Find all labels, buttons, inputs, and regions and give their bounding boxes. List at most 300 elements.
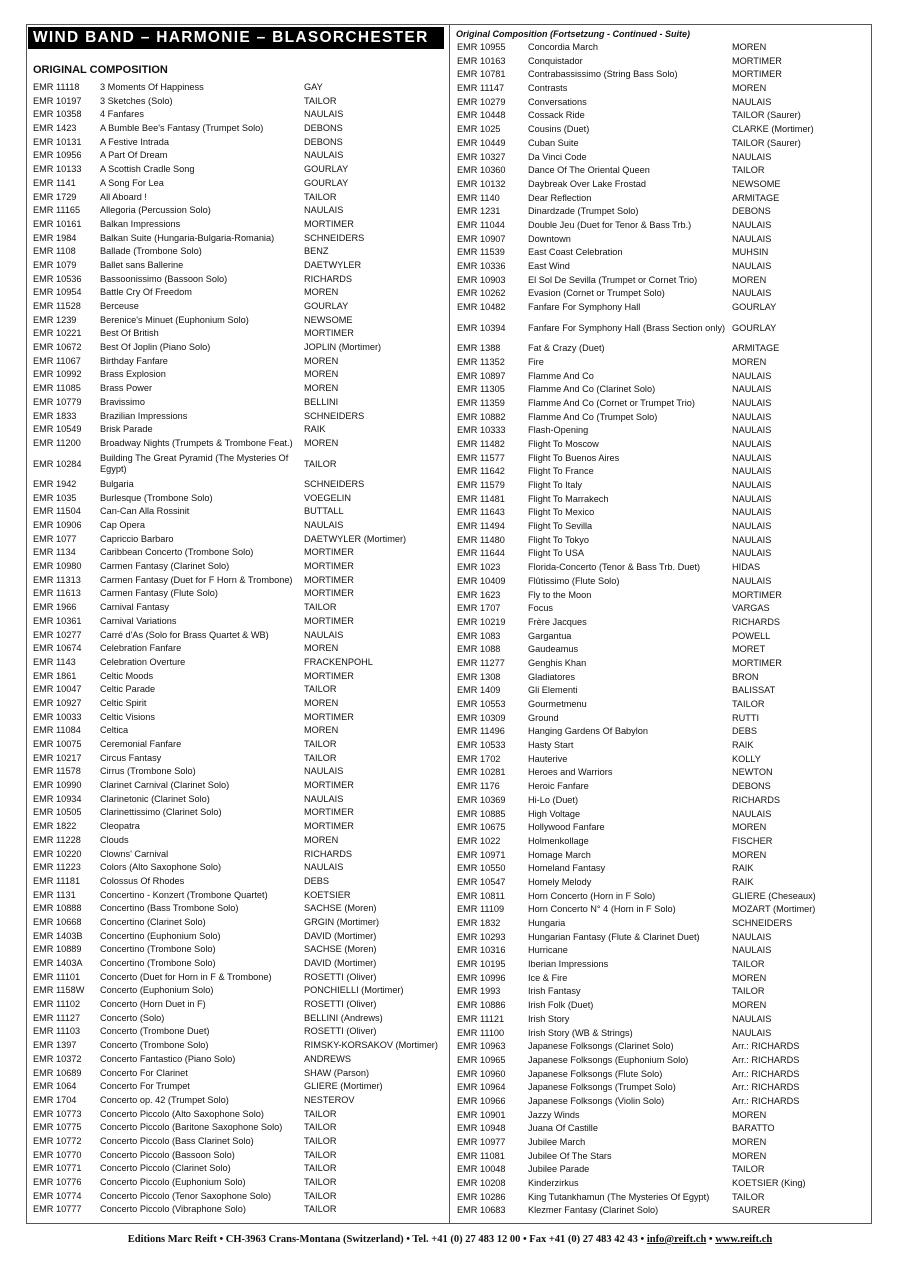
work-title: Cirrus (Trombone Solo) bbox=[100, 766, 196, 777]
composer: NAULAIS bbox=[732, 151, 772, 162]
work-title: Contrabassissimo (String Bass Solo) bbox=[528, 69, 678, 80]
composer: TAILOR bbox=[304, 458, 337, 469]
catalog-row bbox=[28, 163, 448, 177]
work-title: Celebration Overture bbox=[100, 656, 186, 667]
composer: MOREN bbox=[304, 697, 339, 708]
catalog-row bbox=[452, 753, 870, 767]
catalog-row bbox=[28, 451, 448, 478]
catalog-number: EMR 10549 bbox=[33, 424, 82, 435]
catalog-number: EMR 11496 bbox=[457, 726, 505, 737]
catalog-row bbox=[28, 410, 448, 424]
catalog-row bbox=[452, 246, 870, 260]
work-title: Irish Story bbox=[528, 1013, 570, 1024]
work-title: Gli Elementi bbox=[528, 685, 578, 696]
composer: NAULAIS bbox=[732, 808, 772, 819]
catalog-row bbox=[452, 1136, 870, 1150]
catalog-number: EMR 11121 bbox=[457, 1013, 505, 1024]
composer: GOURLAY bbox=[732, 302, 777, 313]
catalog-number: EMR 11081 bbox=[457, 1150, 505, 1161]
catalog-number: EMR 10683 bbox=[457, 1205, 506, 1216]
catalog-row bbox=[28, 998, 448, 1012]
catalog-number: EMR 11613 bbox=[33, 588, 81, 599]
catalog-row bbox=[452, 657, 870, 671]
catalog-number: EMR 11277 bbox=[457, 657, 505, 668]
composer: TAILOR bbox=[304, 602, 337, 613]
composer: BELLINI (Andrews) bbox=[304, 1012, 383, 1023]
catalog-number: EMR 11181 bbox=[33, 875, 81, 886]
work-title: Homeland Fantasy bbox=[528, 863, 606, 874]
composer: RAIK bbox=[732, 863, 754, 874]
catalog-row bbox=[28, 820, 448, 834]
catalog-row bbox=[28, 232, 448, 246]
catalog-row bbox=[452, 780, 870, 794]
catalog-row bbox=[452, 233, 870, 247]
catalog-row bbox=[452, 123, 870, 137]
work-title: Daybreak Over Lake Frostad bbox=[528, 178, 646, 189]
work-title: Jubilee March bbox=[528, 1137, 586, 1148]
catalog-row bbox=[28, 149, 448, 163]
catalog-number: EMR 10333 bbox=[457, 425, 506, 436]
composer: NAULAIS bbox=[732, 288, 772, 299]
catalog-number: EMR 1403B bbox=[33, 930, 83, 941]
work-title: Double Jeu (Duet for Tenor & Bass Trb.) bbox=[528, 219, 692, 230]
composer: Arr.: RICHARDS bbox=[732, 1068, 800, 1079]
composer: NAULAIS bbox=[732, 452, 772, 463]
composer: ROSETTI (Oliver) bbox=[304, 999, 377, 1010]
catalog-number: EMR 1833 bbox=[33, 410, 77, 421]
catalog-number: EMR 10163 bbox=[457, 55, 506, 66]
catalog-number: EMR 11118 bbox=[33, 82, 80, 92]
catalog-number: EMR 1088 bbox=[457, 644, 501, 655]
catalog-row bbox=[452, 616, 870, 630]
composer: DEBONS bbox=[732, 781, 771, 792]
catalog-row bbox=[452, 164, 870, 178]
catalog-number: EMR 1403A bbox=[33, 958, 83, 969]
work-title: Clarinettissimo (Clarinet Solo) bbox=[100, 807, 222, 818]
work-title: Klezmer Fantasy (Clarinet Solo) bbox=[528, 1205, 659, 1216]
column-divider bbox=[449, 24, 450, 1224]
composer: NAULAIS bbox=[304, 793, 344, 804]
work-title: 3 Moments Of Happiness bbox=[100, 82, 204, 92]
composer: MOREN bbox=[304, 369, 339, 380]
catalog-row bbox=[452, 411, 870, 425]
composer: TAILOR bbox=[304, 1204, 337, 1215]
publisher-footer bbox=[0, 1234, 900, 1250]
catalog-number: EMR 10293 bbox=[457, 931, 506, 942]
catalog-number: EMR 11165 bbox=[33, 205, 81, 216]
catalog-number: EMR 10980 bbox=[33, 561, 82, 572]
catalog-number: EMR 10889 bbox=[33, 944, 82, 955]
catalog-number: EMR 10675 bbox=[457, 822, 506, 833]
composer: FRACKENPOHL bbox=[304, 656, 373, 667]
catalog-number: EMR 10217 bbox=[33, 752, 82, 763]
catalog-number: EMR 10882 bbox=[457, 411, 506, 422]
catalog-row bbox=[452, 342, 870, 356]
work-title: Flash-Opening bbox=[528, 425, 589, 436]
catalog-row bbox=[28, 1012, 448, 1026]
catalog-row bbox=[28, 1080, 448, 1094]
work-title: Flamme And Co bbox=[528, 370, 594, 381]
catalog-number: EMR 10133 bbox=[33, 164, 82, 175]
composer: SAURER bbox=[732, 1205, 771, 1216]
work-title: Focus bbox=[528, 603, 554, 614]
catalog-number: EMR 10361 bbox=[33, 615, 82, 626]
composer: MOREN bbox=[732, 274, 767, 285]
catalog-number: EMR 11480 bbox=[457, 534, 505, 545]
work-title: Flight To Moscow bbox=[528, 438, 599, 449]
work-title: Cousins (Duet) bbox=[528, 124, 590, 135]
catalog-row bbox=[28, 711, 448, 725]
catalog-row bbox=[452, 862, 870, 876]
catalog-number: EMR 10262 bbox=[457, 288, 506, 299]
composer: NAULAIS bbox=[304, 520, 344, 531]
work-title: Clarinetonic (Clarinet Solo) bbox=[100, 793, 210, 804]
right-column bbox=[452, 27, 870, 1218]
composer: MORTIMER bbox=[732, 657, 782, 668]
catalog-row bbox=[28, 861, 448, 875]
composer: NAULAIS bbox=[732, 219, 772, 230]
catalog-number: EMR 10990 bbox=[33, 780, 82, 791]
catalog-number: EMR 11044 bbox=[457, 219, 505, 230]
catalog-row bbox=[452, 876, 870, 890]
catalog-row bbox=[28, 245, 448, 259]
work-title: A Song For Lea bbox=[100, 177, 164, 188]
catalog-number: EMR 10409 bbox=[457, 575, 506, 586]
catalog-number: EMR 11482 bbox=[457, 438, 505, 449]
catalog-row bbox=[452, 465, 870, 479]
catalog-number: EMR 10901 bbox=[457, 1109, 506, 1120]
catalog-row bbox=[28, 902, 448, 916]
composer: NAULAIS bbox=[732, 534, 772, 545]
composer: RAIK bbox=[732, 740, 754, 751]
work-title: A Bumble Bee's Fantasy (Trumpet Solo) bbox=[100, 123, 264, 134]
catalog-row bbox=[28, 341, 448, 355]
catalog-row bbox=[452, 1081, 870, 1095]
composer: NAULAIS bbox=[732, 575, 772, 586]
catalog-row bbox=[452, 849, 870, 863]
catalog-row bbox=[452, 1068, 870, 1082]
composer: GLIERE (Cheseaux) bbox=[732, 890, 816, 901]
composer: MORTIMER bbox=[304, 821, 354, 832]
catalog-number: EMR 10553 bbox=[457, 699, 506, 710]
catalog-row bbox=[28, 533, 448, 547]
composer: MOREN bbox=[304, 287, 339, 298]
work-title: Allegoria (Percussion Solo) bbox=[100, 205, 211, 216]
work-title: Flûtissimo (Flute Solo) bbox=[528, 575, 620, 586]
catalog-row bbox=[452, 1177, 870, 1191]
composer: GAY bbox=[304, 82, 323, 92]
catalog-number: EMR 10533 bbox=[457, 740, 506, 751]
catalog-number: EMR 10672 bbox=[33, 342, 82, 353]
catalog-number: EMR 1388 bbox=[457, 343, 501, 354]
work-title: A Part Of Dream bbox=[100, 150, 168, 161]
catalog-number: EMR 1140 bbox=[457, 192, 500, 203]
catalog-number: EMR 10777 bbox=[33, 1204, 82, 1215]
work-title: Best Of British bbox=[100, 328, 159, 339]
composer: MORTIMER bbox=[304, 328, 354, 339]
work-title: Building The Great Pyramid (The Mysteries Of Egypt) bbox=[100, 452, 289, 475]
composer: MOREN bbox=[732, 83, 767, 94]
catalog-row bbox=[452, 766, 870, 780]
composer: TAILOR bbox=[304, 191, 337, 202]
work-title: Ceremonial Fanfare bbox=[100, 739, 182, 750]
work-title: Hurricane bbox=[528, 945, 568, 956]
catalog-number: EMR 10309 bbox=[457, 712, 506, 723]
footer-email-link[interactable]: info@reift.ch bbox=[646, 1234, 707, 1245]
catalog-number: EMR 10934 bbox=[33, 793, 82, 804]
composer: SCHNEIDERS bbox=[304, 232, 365, 243]
work-title: Heroes and Warriors bbox=[528, 767, 613, 778]
work-title: Balkan Suite (Hungaria-Bulgaria-Romania) bbox=[100, 232, 275, 243]
work-title: Concerto For Trumpet bbox=[100, 1081, 190, 1092]
catalog-row bbox=[28, 752, 448, 766]
composer: BALISSAT bbox=[732, 685, 776, 696]
catalog-number: EMR 10886 bbox=[457, 1000, 506, 1011]
catalog-row bbox=[452, 1040, 870, 1054]
catalog-row bbox=[28, 930, 448, 944]
catalog-number: EMR 10954 bbox=[33, 287, 82, 298]
composer: NAULAIS bbox=[304, 766, 344, 777]
work-title: Dear Reflection bbox=[528, 192, 592, 203]
catalog-number: EMR 10888 bbox=[33, 903, 82, 914]
catalog-number: EMR 1077 bbox=[33, 533, 77, 544]
work-title: Cuban Suite bbox=[528, 137, 579, 148]
work-title: Clowns' Carnival bbox=[100, 848, 169, 859]
catalog-number: EMR 11100 bbox=[457, 1027, 505, 1038]
catalog-number: EMR 10284 bbox=[33, 458, 82, 469]
composer: NAULAIS bbox=[304, 205, 344, 216]
composer: DEBONS bbox=[304, 123, 343, 134]
catalog-number: EMR 1993 bbox=[457, 986, 501, 997]
composer: NAULAIS bbox=[732, 507, 772, 518]
work-title: Dinardzade (Trumpet Solo) bbox=[528, 206, 639, 217]
work-title: Concerto Piccolo (Euphonium Solo) bbox=[100, 1177, 246, 1188]
catalog-row bbox=[452, 493, 870, 507]
composer: NAULAIS bbox=[732, 233, 772, 244]
catalog-row bbox=[452, 192, 870, 206]
catalog-number: EMR 10811 bbox=[457, 890, 505, 901]
work-title: Brass Power bbox=[100, 383, 153, 394]
composer: MOREN bbox=[732, 822, 767, 833]
work-title: Concordia March bbox=[528, 42, 598, 52]
catalog-row bbox=[452, 534, 870, 548]
work-title: Burlesque (Trombone Solo) bbox=[100, 492, 213, 503]
work-title: Carnival Variations bbox=[100, 615, 177, 626]
catalog-row bbox=[452, 671, 870, 685]
catalog-row bbox=[28, 355, 448, 369]
work-title: Brass Explosion bbox=[100, 369, 166, 380]
work-title: Hanging Gardens Of Babylon bbox=[528, 726, 649, 737]
catalog-row bbox=[452, 1150, 870, 1164]
footer-website-link[interactable]: www.reift.ch bbox=[715, 1234, 773, 1245]
catalog-row bbox=[452, 219, 870, 233]
work-title: Concerto (Horn Duet in F) bbox=[100, 999, 206, 1010]
catalog-number: EMR 1134 bbox=[33, 547, 76, 558]
work-title: Cossack Ride bbox=[528, 110, 585, 121]
work-title: Colossus Of Rhodes bbox=[100, 875, 185, 886]
catalog-number: EMR 10668 bbox=[33, 916, 82, 927]
work-title: 4 Fanfares bbox=[100, 109, 144, 120]
catalog-number: EMR 1035 bbox=[33, 492, 77, 503]
catalog-row bbox=[28, 423, 448, 437]
catalog-row bbox=[28, 1108, 448, 1122]
composer: MOREN bbox=[304, 725, 339, 736]
work-title: Carré d'As (Solo for Brass Quartet & WB) bbox=[100, 629, 269, 640]
catalog-row bbox=[452, 712, 870, 726]
work-title: Concertino (Trombone Solo) bbox=[100, 944, 216, 955]
catalog-row bbox=[28, 697, 448, 711]
catalog-row bbox=[28, 642, 448, 656]
catalog-number: EMR 10955 bbox=[457, 42, 506, 52]
catalog-number: EMR 10369 bbox=[457, 794, 506, 805]
catalog-number: EMR 1239 bbox=[33, 314, 77, 325]
catalog-row bbox=[452, 684, 870, 698]
catalog-number: EMR 1966 bbox=[33, 602, 77, 613]
catalog-number: EMR 10773 bbox=[33, 1108, 82, 1119]
composer: MOREN bbox=[304, 383, 339, 394]
composer: BELLINI bbox=[304, 396, 339, 407]
composer: NAULAIS bbox=[732, 931, 772, 942]
work-title: Homely Melody bbox=[528, 876, 592, 887]
work-title: Clouds bbox=[100, 834, 129, 845]
composer: BENZ bbox=[304, 246, 329, 257]
work-title: Broadway Nights (Trumpets & Trombone Feat.) bbox=[100, 437, 293, 448]
category-banner: WIND BAND – HARMONIE – BLASORCHESTER bbox=[28, 27, 444, 49]
catalog-row bbox=[28, 984, 448, 998]
catalog-row bbox=[452, 260, 870, 274]
catalog-number: EMR 10281 bbox=[457, 767, 506, 778]
composer: KOLLY bbox=[732, 753, 761, 764]
composer: SCHNEIDERS bbox=[304, 478, 365, 489]
composer: VOEGELIN bbox=[304, 492, 351, 503]
work-title: Bravissimo bbox=[100, 396, 145, 407]
catalog-row bbox=[28, 765, 448, 779]
work-title: Heroic Fanfare bbox=[528, 781, 589, 792]
work-title: Fanfare For Symphony Hall (Brass Section only) bbox=[528, 322, 726, 333]
composer: HIDAS bbox=[732, 562, 761, 573]
catalog-row bbox=[28, 1025, 448, 1039]
composer: MOREN bbox=[732, 972, 767, 983]
work-title: Gourmetmenu bbox=[528, 699, 587, 710]
composer: NAULAIS bbox=[732, 493, 772, 504]
catalog-row bbox=[452, 972, 870, 986]
work-title: Ballet sans Ballerine bbox=[100, 259, 184, 270]
work-title: Battle Cry Of Freedom bbox=[100, 287, 192, 298]
catalog-number: EMR 1704 bbox=[33, 1094, 77, 1105]
catalog-number: EMR 1064 bbox=[33, 1081, 77, 1092]
catalog-number: EMR 10360 bbox=[457, 165, 506, 176]
catalog-number: EMR 10449 bbox=[457, 137, 506, 148]
composer: NEWSOME bbox=[732, 178, 781, 189]
right-catalog-list bbox=[452, 41, 870, 1218]
catalog-number: EMR 11643 bbox=[457, 507, 505, 518]
work-title: Berenice's Minuet (Euphonium Solo) bbox=[100, 314, 249, 325]
work-title: Flight To France bbox=[528, 466, 594, 477]
composer: SCHNEIDERS bbox=[304, 410, 365, 421]
catalog-row bbox=[452, 41, 870, 55]
catalog-row bbox=[28, 437, 448, 451]
catalog-row bbox=[28, 615, 448, 629]
catalog-number: EMR 11313 bbox=[33, 574, 81, 585]
catalog-row bbox=[28, 916, 448, 930]
catalog-row bbox=[452, 356, 870, 370]
catalog-row bbox=[452, 424, 870, 438]
catalog-row bbox=[452, 1095, 870, 1109]
work-title: Hollywood Fanfare bbox=[528, 822, 605, 833]
work-title: Flight To USA bbox=[528, 548, 584, 559]
work-title: Japanese Folksongs (Euphonium Solo) bbox=[528, 1054, 689, 1065]
catalog-number: EMR 10316 bbox=[457, 945, 506, 956]
catalog-row bbox=[452, 274, 870, 288]
composer: ARMITAGE bbox=[732, 192, 780, 203]
catalog-row bbox=[452, 547, 870, 561]
catalog-number: EMR 10336 bbox=[457, 261, 506, 271]
composer: RIMSKY-KORSAKOV (Mortimer) bbox=[304, 1040, 438, 1051]
composer: NAULAIS bbox=[732, 411, 772, 422]
catalog-row bbox=[452, 890, 870, 904]
work-title: Celtic Spirit bbox=[100, 697, 147, 708]
catalog-number: EMR 10075 bbox=[33, 739, 82, 750]
work-title: Hungaria bbox=[528, 918, 566, 929]
work-title: Fly to the Moon bbox=[528, 589, 592, 600]
catalog-row bbox=[28, 1094, 448, 1108]
catalog-number: EMR 11084 bbox=[33, 725, 81, 736]
composer: MORTIMER bbox=[732, 589, 782, 600]
catalog-number: EMR 10774 bbox=[33, 1190, 82, 1201]
catalog-row bbox=[452, 315, 870, 342]
work-title: Can-Can Alla Rossinit bbox=[100, 506, 190, 517]
catalog-row bbox=[28, 724, 448, 738]
catalog-row bbox=[28, 478, 448, 492]
composer: DEBONS bbox=[732, 206, 771, 217]
work-title: High Voltage bbox=[528, 808, 581, 819]
work-title: Cleopatra bbox=[100, 821, 140, 832]
catalog-row bbox=[28, 191, 448, 205]
work-title: King Tutankhamun (The Mysteries Of Egypt) bbox=[528, 1191, 710, 1202]
composer: TAILOR bbox=[304, 739, 337, 750]
work-title: Concerto (Trombone Solo) bbox=[100, 1040, 209, 1051]
catalog-number: EMR 10161 bbox=[33, 218, 82, 229]
catalog-row bbox=[452, 178, 870, 192]
composer: Arr.: RICHARDS bbox=[732, 1054, 800, 1065]
catalog-row bbox=[452, 109, 870, 123]
catalog-row bbox=[28, 629, 448, 643]
catalog-number: EMR 10960 bbox=[457, 1068, 506, 1079]
catalog-row bbox=[28, 738, 448, 752]
work-title: Juana Of Castille bbox=[528, 1123, 598, 1134]
composer: POWELL bbox=[732, 630, 771, 641]
composer: GOURLAY bbox=[304, 164, 349, 175]
composer: NAULAIS bbox=[732, 384, 772, 395]
composer: MOREN bbox=[732, 1150, 767, 1161]
catalog-row bbox=[28, 546, 448, 560]
catalog-row bbox=[452, 287, 870, 301]
composer: GRGIN (Mortimer) bbox=[304, 916, 380, 927]
composer: MOREN bbox=[732, 1137, 767, 1148]
catalog-number: EMR 11109 bbox=[457, 904, 505, 915]
catalog-row bbox=[452, 82, 870, 96]
catalog-number: EMR 1025 bbox=[457, 124, 501, 135]
catalog-row bbox=[452, 96, 870, 110]
catalog-row bbox=[452, 1054, 870, 1068]
composer: RICHARDS bbox=[304, 848, 352, 859]
composer: NAULAIS bbox=[732, 438, 772, 449]
work-title: Concertino (Bass Trombone Solo) bbox=[100, 903, 239, 914]
catalog-row bbox=[28, 1176, 448, 1190]
work-title: Flight To Buenos Aires bbox=[528, 452, 620, 463]
catalog-row bbox=[452, 397, 870, 411]
work-title: Capriccio Barbaro bbox=[100, 533, 174, 544]
